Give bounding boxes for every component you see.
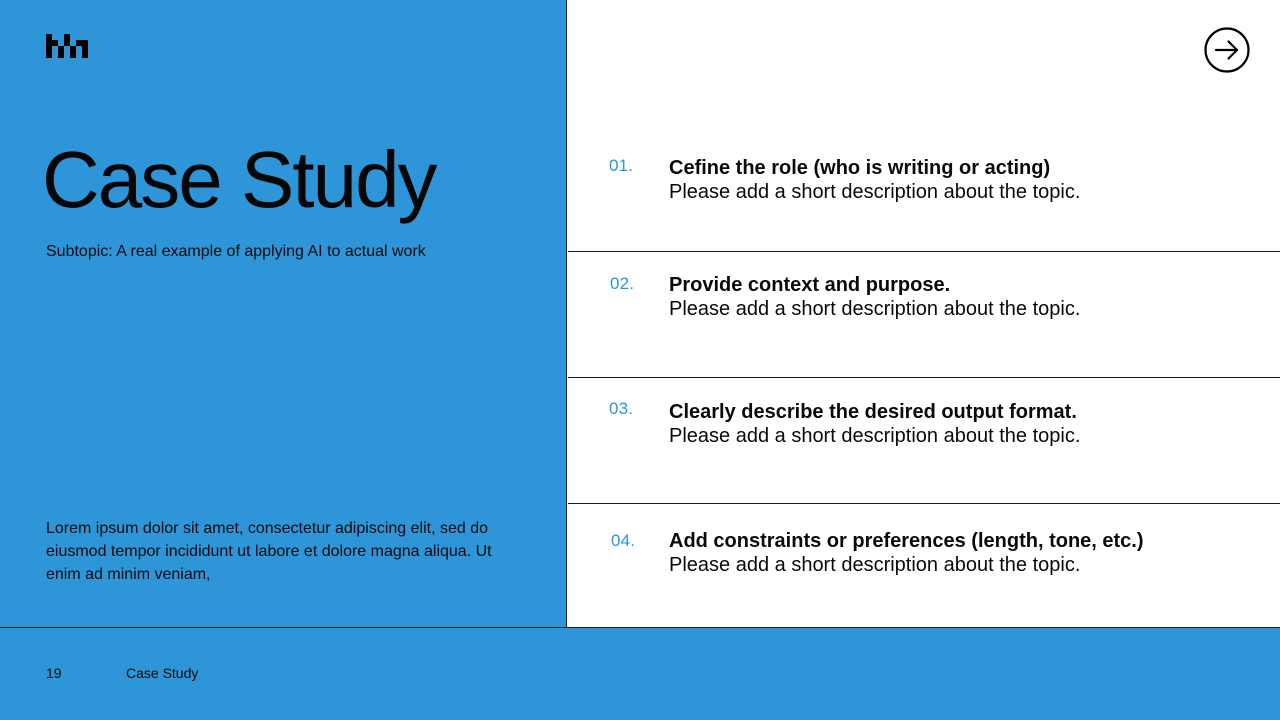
item-number: 03. [609,399,634,418]
item-title: Cefine the role (who is writing or acting) [669,157,1051,179]
item-number: 02. [610,274,635,293]
item-number: 04. [611,531,636,550]
item-title: Provide context and purpose. [669,274,951,296]
item-description: Please add a short description about the topic. [669,425,1081,447]
item-description: Please add a short description about the topic. [669,181,1081,203]
item-number: 01. [609,156,634,175]
page-number: 19 [46,665,62,681]
item-description: Please add a short description about the topic. [669,554,1081,576]
list-item [568,504,1280,627]
list-item [568,252,1280,378]
list-item [568,378,1280,504]
subtopic-text: Subtopic: A real example of applying AI to actual work [46,243,426,260]
footer [0,627,1280,720]
item-title: Clearly describe the desired output format. [669,401,1077,423]
page-title: Case Study [42,135,436,224]
item-title: Add constraints or preferences (length, tone, etc.) [669,530,1144,552]
item-description: Please add a short description about the topic. [669,298,1081,320]
body-paragraph: Lorem ipsum dolor sit amet, consectetur adipiscing elit, sed do eiusmod tempor incididunt ut labore et dolore magna aliqua. Ut enim ad minim veniam, [46,520,492,583]
footer-section-label: Case Study [126,665,199,681]
left-panel [0,0,567,627]
list-item [568,0,1280,252]
logo-icon [46,34,90,60]
